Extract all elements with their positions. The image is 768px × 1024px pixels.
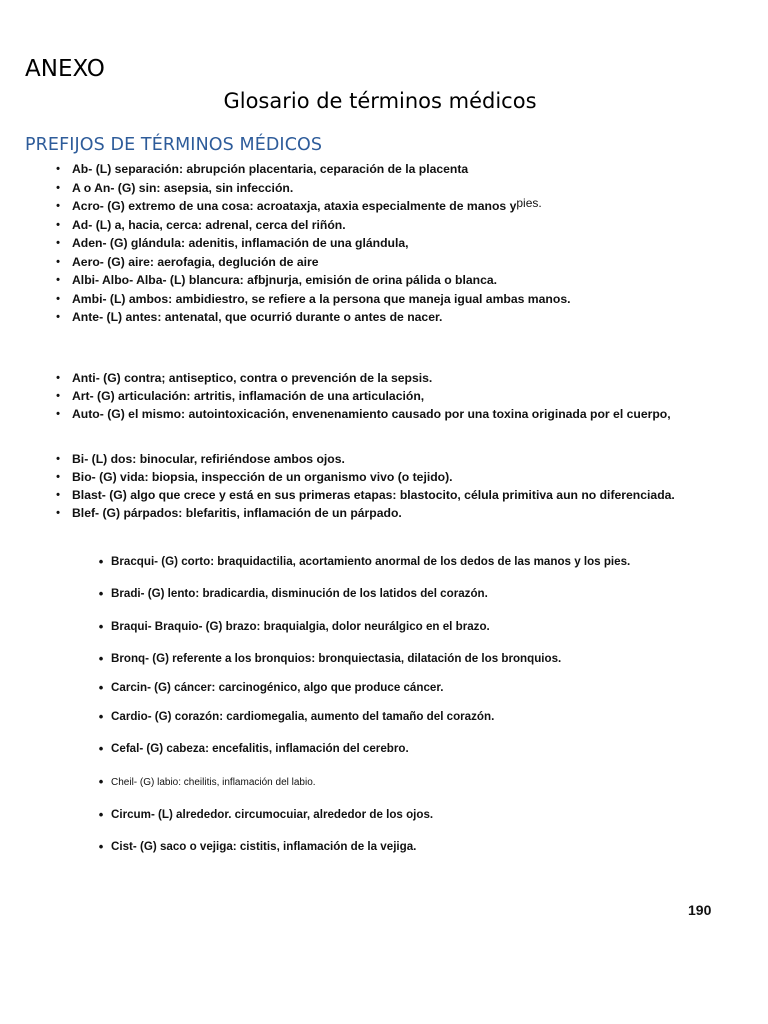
list-item: • Cist- (G) saco o vejiga: cistitis, inflamación de la vejiga. (91, 838, 630, 858)
bullet-icon: • (98, 774, 104, 789)
section-heading: PREFIJOS DE TÉRMINOS MÉDICOS (25, 135, 323, 155)
list-item: • Aden- (G) glándula: adenitis, inflamación de una glándula, (48, 234, 570, 253)
bullet-icon: • (56, 274, 60, 286)
bullet-icon: • (56, 471, 60, 483)
list-item: • Ante- (L) antes: antenatal, que ocurrió durante o antes de nacer. (48, 308, 570, 327)
list-item: • Bi- (L) dos: binocular, refiriéndose ambos ojos. (48, 450, 675, 468)
acro-suffix: pies. (516, 196, 542, 210)
list-item: • Bradi- (G) lento: bradicardia, disminución de los latidos del corazón. (91, 585, 630, 618)
bullet-icon: • (56, 390, 60, 402)
bullet-icon: • (56, 181, 60, 194)
prefix-list-d (91, 553, 630, 858)
bullet-icon: • (56, 453, 60, 465)
list-item: • Anti- (G) contra; antiseptico, contra o prevención de la sepsis. (48, 369, 671, 387)
bullet-icon: • (98, 741, 104, 756)
bullet-icon: • (98, 807, 104, 822)
prefix-list-b (48, 369, 671, 423)
list-item: • Acro- (G) extremo de una cosa: acroataxja, ataxia especialmente de manos ypies. (48, 197, 570, 216)
bullet-icon: • (56, 163, 60, 175)
bullet-icon: • (56, 292, 60, 305)
bullet-icon: • (56, 372, 60, 384)
list-item: • Cheil- (G) labio: cheilitis, inflamación del labio. (91, 773, 630, 806)
list-item: • Bracqui- (G) corto: braquidactilia, acortamiento anormal de los dedos de las manos y los pies. (91, 553, 630, 585)
list-item: • Blast- (G) algo que crece y está en sus primeras etapas: blastocito, célula primitiva aun no diferenciada. (48, 486, 675, 504)
list-item: • Cardio- (G) corazón: cardiomegalia, aumento del tamaño del corazón. (91, 708, 630, 740)
list-item: • Braqui- Braquio- (G) brazo: braquialgia, dolor neurálgico en el brazo. (91, 618, 630, 650)
list-item: • Cefal- (G) cabeza: encefalitis, inflamación del cerebro. (91, 740, 630, 773)
list-item: • Ab- (L) separación: abrupción placentaria, ceparación de la placenta (48, 160, 570, 179)
bullet-icon: • (98, 619, 104, 634)
bullet-icon: • (98, 651, 104, 666)
bullet-icon: • (56, 218, 60, 231)
list-item: • Ad- (L) a, hacia, cerca: adrenal, cerca del riñón. (48, 216, 570, 235)
bullet-icon: • (56, 507, 60, 519)
bullet-icon: • (98, 586, 104, 601)
bullet-icon: • (56, 237, 60, 249)
annex-heading: ANEXO (25, 56, 105, 82)
bullet-icon: • (56, 408, 60, 420)
bullet-icon: • (98, 709, 104, 724)
bullet-icon: • (56, 489, 60, 501)
prefix-list-c (48, 450, 675, 522)
list-item: • Albi- Albo- Alba- (L) blancura: afbjnurja, emisión de orina pálida o blanca. (48, 271, 570, 290)
bullet-icon: • (98, 680, 104, 695)
prefix-list-a (48, 160, 570, 327)
list-item: • Auto- (G) el mismo: autointoxicación, envenenamiento causado por una toxina originada por el cuerpo, (48, 405, 671, 423)
list-item: • Bronq- (G) referente a los bronquios: bronquiectasia, dilatación de los bronquios. (91, 650, 630, 679)
list-item: • Bio- (G) vida: biopsia, inspección de un organismo vivo (o tejido). (48, 468, 675, 486)
list-item: • Aero- (G) aire: aerofagia, deglución de aire (48, 253, 570, 272)
bullet-icon: • (98, 554, 104, 569)
list-item: • Blef- (G) párpados: blefaritis, inflamación de un párpado. (48, 504, 675, 522)
bullet-icon: • (56, 311, 60, 323)
list-item: • Carcin- (G) cáncer: carcinogénico, algo que produce cáncer. (91, 679, 630, 708)
bullet-icon: • (98, 839, 104, 854)
page-number: 190 (688, 902, 712, 918)
list-item: • Art- (G) articulación: artritis, inflamación de una articulación, (48, 387, 671, 405)
list-item: • A o An- (G) sin: asepsia, sin infección. (48, 179, 570, 198)
list-item: • Circum- (L) alrededor. circumocuiar, alrededor de los ojos. (91, 806, 630, 838)
list-item: • Ambi- (L) ambos: ambidiestro, se refiere a la persona que maneja igual ambas manos. (48, 290, 570, 309)
bullet-icon: • (56, 255, 60, 268)
bullet-icon: • (56, 200, 60, 212)
glossary-title: Glosario de términos médicos (223, 89, 537, 113)
